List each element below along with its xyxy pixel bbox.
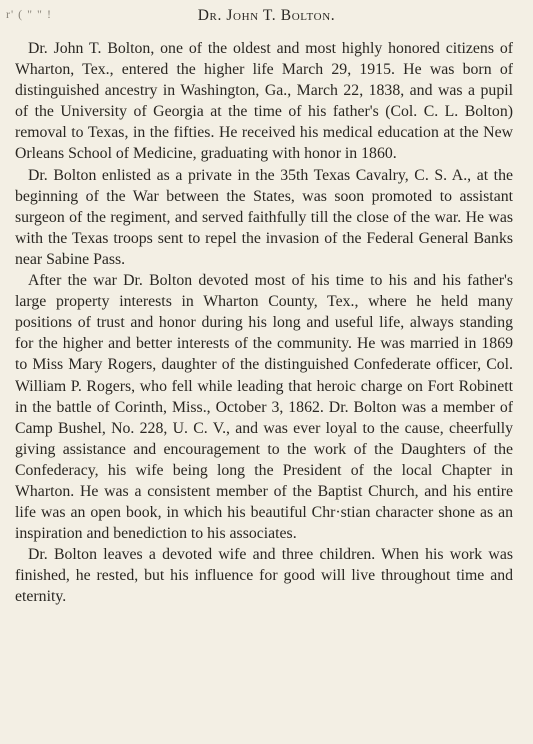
margin-marks: r' ( " " ! <box>6 7 52 21</box>
paragraph-military-service: Dr. Bolton enlisted as a private in the 35th Texas Cavalry, C. S. A., at the beginning of the War between the States, was soon promoted to assistant surgeon of the regiment, and served faithfully till the close of the war. He was with the Texas troops sent to repel the invasion of the Federal General Banks near Sabine Pass. <box>15 166 513 268</box>
article-body <box>15 38 513 608</box>
paragraph-survivors: Dr. Bolton leaves a devoted wife and three children. When his work was finished, he rested, but his influence for good will live throughout time and eternity. <box>15 546 513 606</box>
paragraph-biography: Dr. John T. Bolton, one of the oldest and most highly honored citizens of Wharton, Tex., entered the higher life March 29, 1915. He was born of distinguished ancestry in Washington, Ga., March 22, 1838, and was a pupil of the University of Georgia at the time of his father's (Col. C. L. Bolton) removal to Texas, in the fifties. He received his medical education at the New Orleans School of Medicine, graduating with honor in 1860. <box>15 40 513 163</box>
paragraph-postwar-life: After the war Dr. Bolton devoted most of his time to his and his father's large property interests in Wharton County, Tex., where he held many positions of trust and honor during his long and useful life, always standing for the higher and better interests of the community. He was married in 1869 to Miss Mary Rogers, daughter of the distinguished Confederate officer, Col. William P. Rogers, who fell while leading that heroic charge on Fort Robinett in the battle of Corinth, Miss., October 3, 1862. Dr. Bolton was a member of Camp Bushel, No. 228, U. C. V., and was ever loyal to the cause, cheerfully giving assistance and encouragement to the work of the Daughters of the Confederacy, his wife being long the President of the local Chapter in Wharton. He was a consistent member of the Baptist Church, and his entire life was an open book, in which his beautiful Chr·stian character shone as an inspiration and benediction to his associates. <box>15 272 513 543</box>
page-title: Dr. John T. Bolton. <box>197 7 336 24</box>
